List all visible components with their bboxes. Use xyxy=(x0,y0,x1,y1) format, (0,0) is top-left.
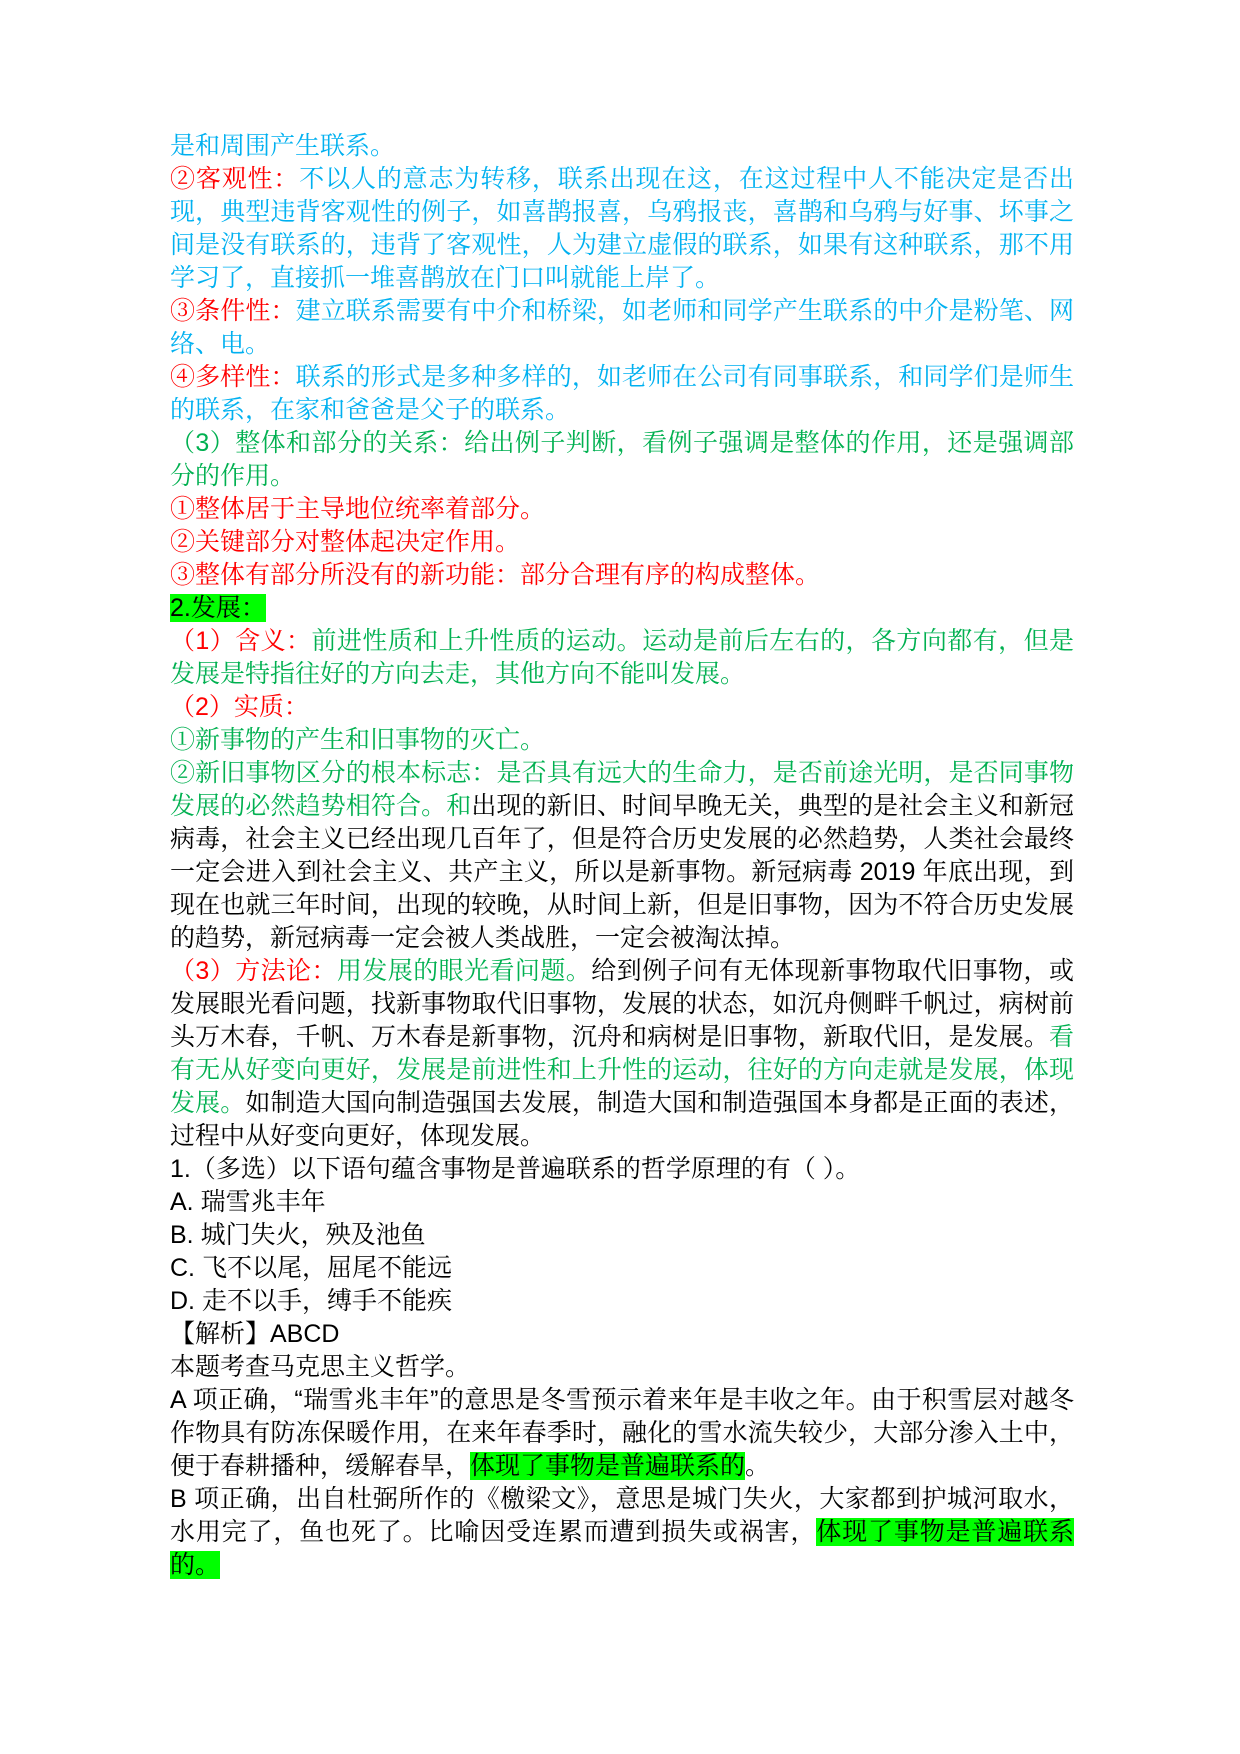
paragraph xyxy=(170,1153,1074,1186)
text-run: （3）方法论： xyxy=(170,957,337,985)
paragraph xyxy=(170,1285,1074,1318)
text-run: 联系的形式是多种多样的，如老师在公司有同事联系，和同学们是师生的联系，在家和爸爸是父子的联系。 xyxy=(170,363,1074,424)
paragraph xyxy=(170,361,1074,427)
text-run: ②关键部分对整体起决定作用。 xyxy=(170,528,521,556)
paragraph xyxy=(170,625,1074,691)
text-run: D. 走不以手，缚手不能疾 xyxy=(170,1287,452,1315)
text-run: 前进性质和上升性质的运动。运动是前后左右的，各方向都有，但是发展是特指往好的方向去走，其他方向不能叫发展。 xyxy=(170,627,1074,688)
text-run: 。 xyxy=(745,1452,771,1480)
text-run: （3）整体和部分的关系：给出例子判断，看例子强调是整体的作用，还是强调部分的作用。 xyxy=(170,429,1074,490)
paragraph xyxy=(170,691,1074,724)
text-run: 不以人的意志为转移，联系出现在这，在这过程中人不能决定是否出现，典型违背客观性的例子，如喜鹊报喜，乌鸦报丧，喜鹊和乌鸦与好事、坏事之间是没有联系的，违背了客观性，人为建立虚假的联系，如果有这种联系，那不用学习了，直接抓一堆喜鹊放在门口叫就能上岸了。 xyxy=(170,165,1074,292)
paragraph xyxy=(170,295,1074,361)
text-run: 建立联系需要有中介和桥梁，如老师和同学产生联系的中介是粉笔、网络、电。 xyxy=(170,297,1074,358)
paragraph xyxy=(170,592,1074,625)
text-run: 【解析】ABCD xyxy=(170,1320,340,1348)
text-run: （1）含义： xyxy=(170,627,312,655)
paragraph xyxy=(170,955,1074,1153)
paragraph xyxy=(170,559,1074,592)
text-run: 本题考查马克思主义哲学。 xyxy=(170,1353,471,1381)
paragraph xyxy=(170,526,1074,559)
paragraph xyxy=(170,493,1074,526)
paragraph xyxy=(170,1219,1074,1252)
text-run: A 项正确，“瑞雪兆丰年”的意思是冬雪预示着来年是丰收之年。由于积雪层对越冬作物具有防冻保暖作用，在来年春季时，融化的雪水流失较少，大部分渗入土中，便于春耕播种，缓解春旱， xyxy=(170,1386,1074,1480)
paragraph xyxy=(170,1483,1074,1582)
paragraph xyxy=(170,1384,1074,1483)
text-run: 1.（多选）以下语句蕴含事物是普遍联系的哲学原理的有（ ）。 xyxy=(170,1155,861,1183)
text-run: ③条件性： xyxy=(170,297,296,325)
highlighted-text-run: 体现了事物是普遍联系的 xyxy=(470,1452,746,1480)
text-run: ②新旧事物区分的根本标志：是否具有远大的生命力，是否前途光明，是否同事物发展的必然趋势相符合。和 xyxy=(170,759,1074,820)
text-run: （2）实质： xyxy=(170,693,309,721)
text-run: C. 飞不以尾，屈尾不能远 xyxy=(170,1254,452,1282)
text-run: 给到例子问有无体现新事物取代旧事物，或发展眼光看问题，找新事物取代旧事物，发展的状态，如沉舟侧畔千帆过，病树前头万木春，千帆、万木春是新事物，沉舟和病树是旧事物，新取代旧，是发展。 xyxy=(170,957,1074,1051)
text-run: 看有无从好变向更好，发展是前进性和上升性的运动，往好的方向走就是发展，体现发展。 xyxy=(170,1023,1074,1117)
highlighted-text-run: 体现了事物是普遍联系的。 xyxy=(170,1518,1074,1579)
paragraph xyxy=(170,757,1074,955)
text-run: 如制造大国向制造强国去发展，制造大国和制造强国本身都是正面的表述，过程中从好变向更好，体现发展。 xyxy=(170,1089,1074,1150)
document-content xyxy=(170,130,1074,1582)
paragraph xyxy=(170,163,1074,295)
paragraph xyxy=(170,427,1074,493)
text-run: A. 瑞雪兆丰年 xyxy=(170,1188,326,1216)
text-run: 用发展的眼光看问题。 xyxy=(336,957,592,985)
highlighted-text-run: 2.发展： xyxy=(170,594,266,622)
paragraph xyxy=(170,724,1074,757)
paragraph xyxy=(170,130,1074,163)
text-run: ②客观性： xyxy=(170,165,300,193)
text-run: ③整体有部分所没有的新功能：部分合理有序的构成整体。 xyxy=(170,561,821,589)
paragraph xyxy=(170,1186,1074,1219)
paragraph xyxy=(170,1318,1074,1351)
text-run: 是和周围产生联系。 xyxy=(170,132,396,160)
text-run: ①新事物的产生和旧事物的灭亡。 xyxy=(170,726,546,754)
text-run: ④多样性： xyxy=(170,363,296,391)
paragraph xyxy=(170,1351,1074,1384)
text-run: ①整体居于主导地位统率着部分。 xyxy=(170,495,546,523)
paragraph xyxy=(170,1252,1074,1285)
text-run: B 项正确，出自杜弼所作的《檄梁文》，意思是城门失火，大家都到护城河取水，水用完了，鱼也死了。比喻因受连累而遭到损失或祸害， xyxy=(170,1485,1074,1546)
text-run: 出现的新旧、时间早晚无关，典型的是社会主义和新冠病毒，社会主义已经出现几百年了，但是符合历史发展的必然趋势，人类社会最终一定会进入到社会主义、共产主义，所以是新事物。新冠病毒 2019 年底出现，到现在也就三年时间，出现的较晚，从时间上新，但是旧事物，因为不符合历史发展的趋势，新冠病毒一定会被人类战胜，一定会被淘汰掉。 xyxy=(170,792,1074,952)
text-run: B. 城门失火，殃及池鱼 xyxy=(170,1221,426,1249)
